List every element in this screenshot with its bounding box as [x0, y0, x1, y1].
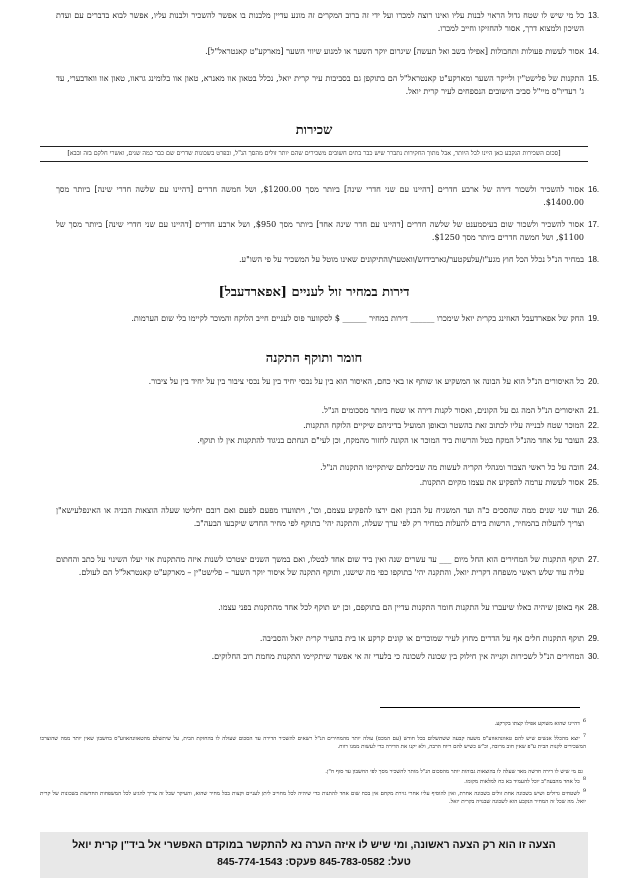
list-item [56, 477, 600, 490]
footnote-rule [380, 707, 580, 708]
item-number: 24. [588, 463, 600, 472]
section-heading-rentals: שכירות [295, 123, 333, 138]
item-number: 14. [588, 47, 600, 56]
item-text: אסור להשכיר ולשכור דירה של ארבע חדרים [דהיינו עם שני חדרי שינה] ביותר מסך $1200.00, ושל חמשה חדרים [דהיינו עם שלשה חדרי שינה] ביותר מסך $1400.00. [56, 185, 584, 207]
section-heading-affordable: דירות במחיר זול לעניים [אפארדעבל] [218, 285, 410, 300]
footer-phone: טעל: 845-783-0582 פעקס: 845-774-1543 [217, 856, 411, 868]
item-text: החק של אפארדעבל האוזינג בקרית יואל שימכרו ______ דירות במחיר ______ $ לסקווער פוס לעניים חייב הלוקח והמוכר לקיימו בלי שום הערמות. [131, 314, 584, 323]
footnote: גם מי שיש לו דירה חדשה מאד שעלה לו בהוצאות גבוהות יותר מהסכום הנ"ל מותר להשכיר מסך לפי החשבון עד סוף ח"ן. [325, 768, 583, 775]
item-text: תוקף התקנות חלים אף על הדרים מחוץ לעיר שמוכרים או קונים קרקע או בית בהעיר קרית יואל והסביבה. [259, 634, 584, 643]
item-number: 15. [588, 74, 600, 83]
footer-notice: הצעה זו הוא רק הצעה ראשונה, ומי שיש לו איזה הערה נא להתקשר במוקדם האפשרי אל ביד"ן קרית יואל [72, 839, 556, 851]
item-number: 22. [588, 421, 600, 430]
item-text: ועוד שני שנים ממה שהסכים כ"ה ועד המשגיח על הבנין ואם ירצו להפקיע עצמם, וכו', ויתוועדו מפעם לפעם ואם רובם יחליטו שעלה הוצאות הבניה או האינפלעישא"ן וצריך להעלות בהמחיר, הרשות בידם להעלות במחיר רק לפי ערך שעלה, והתקנה יהי' בתוקף לפי מחיר החדש שיקבעו הבעה"ב. [56, 506, 584, 528]
item-text: במחיר הנ"ל נכלל הכל חוץ מגע"ז/עלעקטער/גארבידזש/וואטער/והתיקונים שאינו מוטל על המשכיר על פי השו"ע. [239, 255, 584, 264]
item-number: 18. [588, 255, 600, 264]
list-item [56, 651, 600, 664]
list-item [56, 313, 600, 326]
footnote: 8כל אחד מהבעה"ב יוכל להעמיד בא כח למלאות מקומו. [464, 776, 586, 785]
item-number: 21. [588, 406, 600, 415]
item-text: אף באופן שיהיה כאלו שיעברו על התקנות חומר התקנות עדיין הם בתוקפם, וכן יש תוקף לכל אחד מהתקנות בפני עצמו. [218, 603, 584, 612]
item-number: 16. [588, 185, 600, 194]
item-number: 30. [588, 652, 600, 661]
rental-note: [סכום השכירות הנקבע כאן היינו לכל היותר, אבל מתוך החקירות נתברר שיש כבר בתים חשובים משכירים שהם יותר זולים מהסך הנ"ל, ובפרט בשכונות שדרים שם כבר כמה שנים, ואשרי חלקם בזה ובבא] [40, 146, 588, 162]
list-item [56, 554, 600, 579]
list-item [56, 376, 600, 389]
list-item [56, 219, 600, 244]
item-text: האיסורים הנ"ל המה גם על הקונים, ואסור לקנות דירה או שטח ביותר מסכומים הנ"ל. [321, 406, 584, 415]
item-number: 27. [588, 555, 600, 564]
item-text: אסור לעשות ערמה להפקיע את עצמו מקיום התקנות. [419, 478, 584, 487]
list-item [56, 633, 600, 646]
item-number: 13. [588, 11, 600, 20]
item-number: 26. [588, 506, 600, 515]
list-item [56, 462, 600, 475]
list-item [56, 602, 600, 615]
section-heading-validity: חומר ותוקף התקנה [265, 351, 363, 366]
item-number: 29. [588, 634, 600, 643]
item-number: 23. [588, 436, 600, 445]
footnote: 9לשטחים גדולים ושיש בשכונה אחת זולים בשכונה אחרת, ואין להוסיף עליו אחרי גזירת מקחם אין בכח שום אחד להתנות כדי שיהיה לכל מחוייב ליתן לעניים וקצות בכל מחיר שהוא, והעיקר שכל זה צריך להגיע לכל המשפחות החדשות בשכונות של קרית יואל. מה שכל זה המחיר הנקבע הוא לשכונה שבנויה בקרית יואל. [40, 788, 586, 805]
footnote: 7יוצא מהכלל אנשים שיש להם טאוונהאוזע"ס משעה קבעה ששתשלום בכל חודש (עם המכס) עולה יותר מהמחירים הנ"ל רשאים להשכיר הדירה עד הסכום שעולה לו בהחזקת הבית, על שיתשלם מהטאוונהאוזע"ס בחשבון שאין יותר ממה שהוצרכו המשכירים לקנות הבית ע"פ שאין חוב מרובה, וכ"ש כשיש להם ריוח הרבה, ולא יקנו את הדירה כדי לעשות ממנו רווח. [40, 733, 586, 750]
item-text: המחירים הנ"ל לשכירות וקנייה אין חילוק בין שכונה לשכונה כי בלעדי זה אי אפשר שיתקיימו התקנות מחמת רוב החלוקים. [211, 652, 584, 661]
list-item [56, 435, 600, 448]
list-item [56, 254, 600, 267]
list-item [56, 505, 600, 530]
footnote: 6דהיינו שהוא משוקע אפילו קצתו בקרקע. [494, 718, 586, 727]
item-text: כל האיסורים הנ"ל הוא על הבונה או המשקיע או שותף או באי כחם, האיסור הוא בין על נכסי יחיד בין על נכסי ציבור בין על יחיד בין על ציבור. [148, 377, 584, 386]
list-item [56, 184, 600, 209]
list-item [56, 73, 600, 98]
contact-footer [40, 832, 588, 878]
list-item [56, 405, 600, 418]
item-text: המוכר שטח לבנייה עליו לכתוב זאת בהשטר ובאופן המועיל בדיניהם שיקיים הלוקח התקנות. [303, 421, 584, 430]
item-text: העובר על אחד מהנ"ל המקח בטל והרשות ביד המוכר או הקונה לחזור מהמקח, וכן לעי"ם הנחתם בניגוד להתקנות אין לו תוקף. [197, 436, 584, 445]
item-text: אסור לעשות פעולות ותחבולות [אפילו בשב ואל תעשה] שיגרום יוקר השער או למנוע שיווי השער [מארקע"ט קאנטראל"ל]. [205, 47, 584, 56]
item-number: 28. [588, 603, 600, 612]
list-item [56, 10, 600, 35]
item-text: כל מי שיש לו שטח גדול הראוי לבנות עליו ואינו רוצה למכרו ועל ידי זה ברוב המקרים זה מונע עדיין מלבנות בו אפשר להשכיר ולבנות עליו, אפשר לבוא בדברים עם ועדת השיכון ולמצוא דרך, אסור להחזיקו וחייב למכרו. [56, 11, 584, 33]
item-number: 25. [588, 478, 600, 487]
item-number: 17. [588, 220, 600, 229]
item-number: 20. [588, 377, 600, 386]
item-number: 19. [588, 314, 600, 323]
item-text: חובה על כל ראשי הצבור ומנהלי הקריה לעשות מה שביכלתם שיתקיימו התקנות הנ"ל. [320, 463, 584, 472]
item-text: תוקף התקנות של המחירים הוא החל מיום ___ עד עשרים שנה ואין ביד שום אחד לבטלו, ואם במשך השנים יצטרכו לשנות איזה מהתקנות אזי יעלו השינוי על כתב והחתום עליה עוד שלש ראשי משפחה דקרית יואל, והתקנה יהי' בתוקפו כפי מה שישנו, ותוקף התקנה של איסור יוקר השער – פלישט"ין – מארקע"ט קאנטראל"ל הם לעולם. [56, 555, 584, 577]
list-item [56, 420, 600, 433]
item-text: התקנות של פלישט"ין ולייקר השער ומארקע"ט קאנטראל"ל הם בתוקפן גם בסביבות עיר קרית יואל, נכלל בטאון אוו מאנרא, טאון אוו בלומינג גראוו, טאון אוו וואדבערי, עד ג' רעדיו"ס מיי"ל סביב הישובים הנספחים לעיר קרית יואל. [56, 74, 584, 96]
item-text: אסור להשכיר ולשכור שום בעיסמענט של שלשה חדרים [דהיינו עם חדר שינה אחד] ביותר מסך $950, ושל ארבע חדרים [דהיינו עם שני חדרי שינה] ביותר מסך של $1100, ושל חמשה חדרים ביותר מסך $1250. [56, 220, 584, 242]
list-item [56, 46, 600, 59]
